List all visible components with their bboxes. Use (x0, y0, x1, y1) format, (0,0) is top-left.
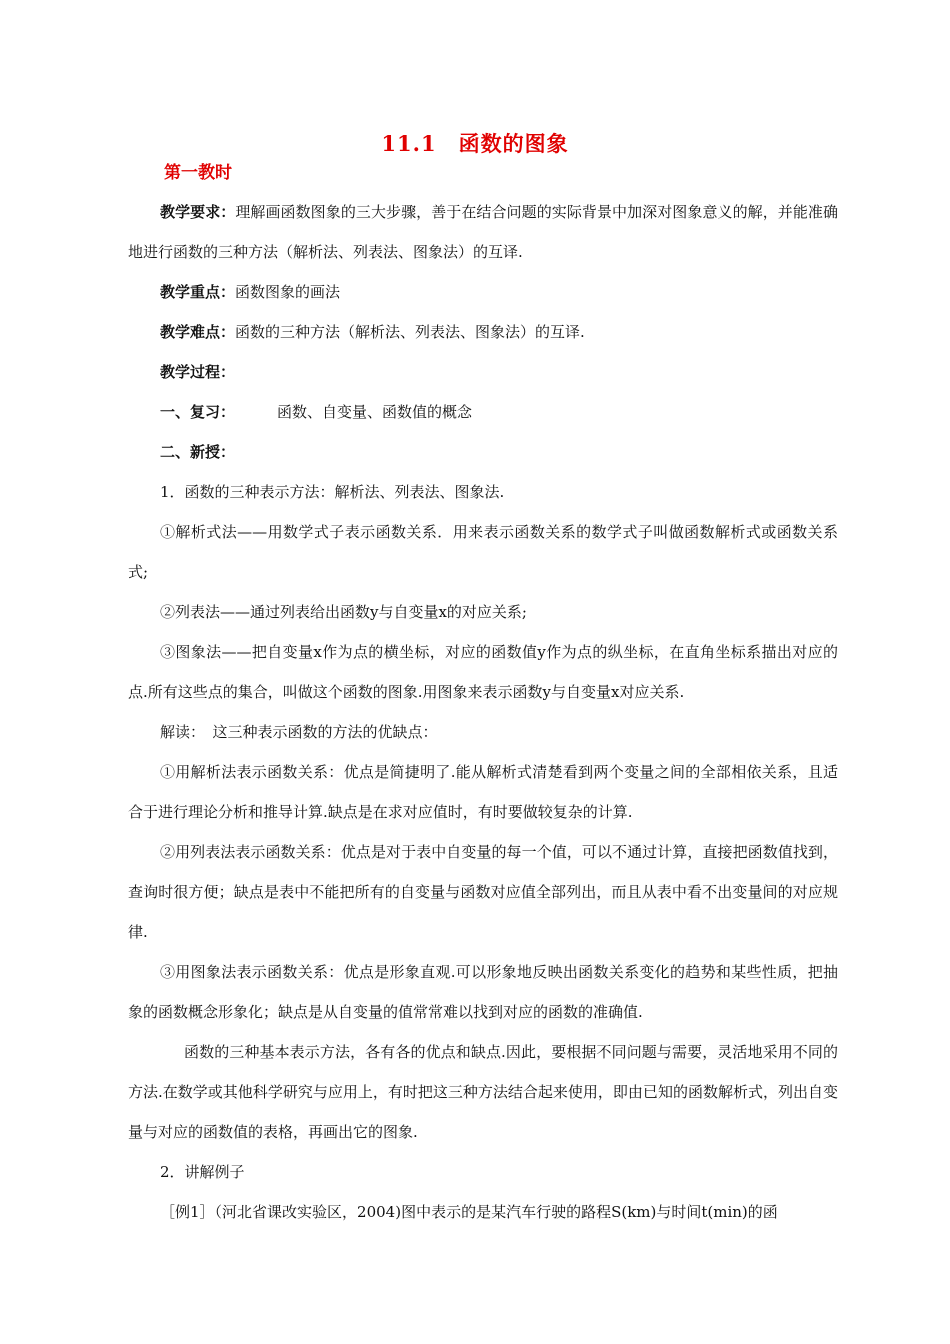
requirements-label: 教学要求： (160, 203, 236, 221)
process-heading: 教学过程： (160, 363, 236, 381)
review-text: 函数、自变量、函数值的概念 (277, 403, 473, 421)
paragraph-interpretation: 解读： 这三种表示函数的方法的优缺点： (160, 723, 438, 741)
paragraph-example-1: ［例1］（河北省课改实验区，2004)图中表示的是某汽车行驶的路程S(km)与时间t(min)的函 (160, 1203, 778, 1221)
paragraph-examples-heading: 2．讲解例子 (160, 1163, 245, 1181)
key-point-text: 函数图象的画法 (235, 283, 341, 301)
document-body (128, 192, 838, 1232)
review-paragraph (128, 392, 838, 432)
paragraph-graph: ③图象法——把自变量x作为点的横坐标，对应的函数值y作为点的纵坐标，在直角坐标系描出对应的点.所有这些点的集合，叫做这个函数的图象.用图象来表示函数y与自变量x对应关系. (128, 643, 838, 701)
paragraph-table-pros-cons: ②用列表法表示函数关系：优点是对于表中自变量的每一个值，可以不通过计算，直接把函数值找到，查询时很方便；缺点是表中不能把所有的自变量与函数对应值全部列出，而且从表中看不出变量间的对应规律. (128, 843, 838, 941)
paragraph-analytic-pros-cons: ①用解析法表示函数关系：优点是简捷明了.能从解析式清楚看到两个变量之间的全部相依关系，且适合于进行理论分析和推导计算.缺点是在求对应值时，有时要做较复杂的计算. (128, 763, 838, 821)
requirements-paragraph (128, 192, 838, 272)
difficulty-label: 教学难点： (160, 323, 236, 341)
difficulty-text: 函数的三种方法（解析法、列表法、图象法）的互译. (235, 323, 585, 341)
review-label: 一、复习： (160, 403, 236, 421)
page-title: 11.1 函数的图象 (381, 131, 569, 156)
difficulty-paragraph (128, 312, 838, 352)
paragraph-analytic: ①解析式法——用数学式子表示函数关系．用来表示函数关系的数学式子叫做函数解析式或函数关系式; (128, 523, 838, 581)
key-point-paragraph (128, 272, 838, 312)
paragraph-summary: 函数的三种基本表示方法，各有各的优点和缺点.因此，要根据不同问题与需要，灵活地采用不同的方法.在数学或其他科学研究与应用上，有时把这三种方法结合起来使用，即由已知的函数解析式，列出自变量与对应的函数值的表格，再画出它的图象. (128, 1043, 838, 1141)
paragraph-table: ②列表法——通过列表给出函数y与自变量x的对应关系; (160, 603, 527, 621)
paragraph-methods: 1．函数的三种表示方法：解析法、列表法、图象法. (160, 483, 505, 501)
new-teaching-heading: 二、新授： (160, 443, 236, 461)
lesson-subtitle: 第一教时 (164, 163, 232, 183)
key-point-label: 教学重点： (160, 283, 236, 301)
requirements-text: 理解画函数图象的三大步骤，善于在结合问题的实际背景中加深对图象意义的解，并能准确地进行函数的三种方法（解析法、列表法、图象法）的互译. (128, 203, 838, 261)
paragraph-graph-pros-cons: ③用图象法表示函数关系：优点是形象直观.可以形象地反映出函数关系变化的趋势和某些性质，把抽象的函数概念形象化；缺点是从自变量的值常常难以找到对应的函数的准确值. (128, 963, 838, 1021)
